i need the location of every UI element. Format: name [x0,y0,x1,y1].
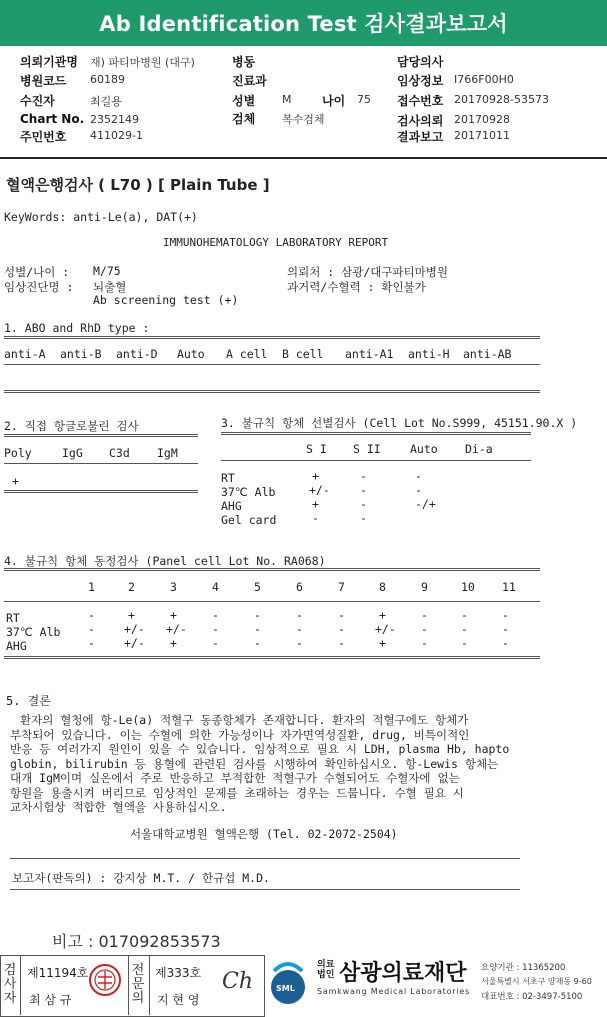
info-label: 나이 [322,94,346,108]
info-value: 60189 [90,73,125,86]
single-rule [10,858,520,859]
screen-row-label: Gel card [221,513,277,527]
double-rule [221,432,531,435]
panel-row-label: RT [6,611,20,625]
dat-header: C3d [109,446,130,460]
panel-column-header: 6 [296,580,303,594]
panel-cell: + [128,608,135,622]
conclusion-line: 항원을 용출시켜 버리므로 임상적인 문제를 초래하는 경우는 드뭅니다. 수혈 필요 시 [10,785,464,800]
abo-header: anti-B [60,347,102,361]
panel-column-header: 9 [421,580,428,594]
panel-cell: - [212,622,219,636]
keywords: KeyWords: anti-Le(a), DAT(+) [4,210,198,224]
screen-cell: +/- [309,483,330,497]
panel-cell: +/- [124,636,145,650]
sml-logo-icon [268,959,308,1007]
info-label: 성별 [232,94,256,108]
panel-cell: - [421,636,428,650]
single-rule [4,364,540,365]
conclusion-line: 반응 등 여러가지 원인이 있을 수 있습니다. 임상적으로 필요 시 LDH, plasma Hb, hapto [10,742,510,756]
conclusion-line: 환자의 혈청에 항-Le(a) 적혈구 동종항체가 존재합니다. 환자의 적혈구에도 항체가 [20,713,469,727]
info-value: 411029-1 [90,129,143,142]
panel-cell: - [88,622,95,636]
info-divider [0,157,607,159]
panel-column-header: 3 [170,580,177,594]
dat-header: Poly [4,446,32,460]
specialist-name: 지 현 영 [157,993,200,1007]
panel-cell: - [254,622,261,636]
panel-cell: +/- [375,622,396,636]
abo-header: anti-H [408,347,450,361]
panel-cell: - [212,608,219,622]
panel-cell: - [421,608,428,622]
info-label: 검사의뢰 [397,114,444,128]
org-english: Samkwang Medical Laboratories [317,987,471,996]
panel-column-header: 1 [88,580,95,594]
abo-header: Auto [177,347,205,361]
org-code: 요양기관 : 11365200 [481,963,566,973]
double-rule [4,434,198,437]
info-label: Chart No. [20,112,85,126]
conclusion-line: 부착되어 있습니다. 이는 수혈에 의한 가능성이나 자가면역성질환, drug, 비특이적인 [10,727,470,742]
diagnosis-label: 임상진단명 : [4,280,74,294]
requester: 의뢰처 : 삼광/대구파티마병원 [287,265,449,279]
patient-info-block [0,46,607,158]
report-heading: IMMUNOHEMATOLOGY LABORATORY REPORT [163,236,389,249]
screen-header: S I [306,442,327,456]
info-value: M [282,93,292,106]
panel-cell: + [170,608,177,622]
panel-cell: - [296,608,303,622]
info-value: 재) 파티마병원 (대구) [90,56,195,69]
double-rule [4,568,540,571]
panel-cell: + [379,636,386,650]
sec1-title: 1. ABO and RhD type : [4,321,150,335]
org-address: 서울특별시 서초구 양재동 9-60 [481,977,592,986]
info-label: 결과보고 [397,130,444,144]
screen-cell: - [360,511,367,525]
panel-cell: - [502,636,509,650]
single-rule [221,460,531,461]
sex-age-label: 성별/나이 : [4,265,70,279]
remark: 비고 : 017092853573 [52,932,221,951]
info-value: 20170928 [454,113,510,126]
panel-row-label: AHG [6,639,27,653]
abo-header: anti-D [116,347,158,361]
dat-value: + [12,474,19,488]
info-label: 검체 [232,112,256,126]
abo-header: B cell [282,347,324,361]
section-title: 혈액은행검사 ( L70 ) [ Plain Tube ] [6,176,270,194]
info-label: 의뢰기관명 [20,55,78,69]
panel-cell: - [461,608,468,622]
info-label: 병동 [232,55,256,69]
panel-cell: - [338,622,345,636]
abo-header: A cell [226,347,268,361]
info-label: 주민번호 [20,130,67,144]
abo-header: anti-A1 [345,347,394,361]
conclusion-line: globin, bilirubin 등 용혈에 관련된 검사를 시행하여 확인하십시오. 항-Lewis 항체는 [10,756,499,771]
signature-org: 서울대학교병원 혈액은행 (Tel. 02-2072-2504) [130,827,398,841]
screen-cell: -/+ [415,497,436,511]
history: 과거력/수혈력 : 확인불가 [287,280,426,294]
panel-cell: - [502,608,509,622]
screen-row-label: 37℃ Alb [221,485,276,499]
info-label: 임상정보 [397,74,444,88]
panel-cell: - [212,636,219,650]
panel-cell: - [254,608,261,622]
screen-cell: - [312,511,319,525]
sex-age-value: M/75 [93,264,121,278]
conclusion-line: 대개 IgM이며 실온에서 주로 반응하고 부적합한 적혈구가 수혈되어도 수혈자에 없는 [10,771,460,785]
info-value: I766F00H0 [454,73,514,86]
diagnosis-value: 뇌출혈 [93,280,127,294]
panel-cell: - [461,622,468,636]
footer [0,955,607,1017]
info-label: 담당의사 [397,55,444,69]
single-rule [4,463,198,464]
panel-cell: - [502,622,509,636]
panel-cell: - [338,608,345,622]
screen-row-label: RT [221,471,235,485]
panel-cell: - [421,622,428,636]
double-rule [4,390,540,393]
screen-cell: + [312,469,319,483]
screen-cell: - [415,483,422,497]
panel-cell: - [296,622,303,636]
abo-header: anti-AB [463,347,512,361]
info-label: 접수번호 [397,94,444,108]
examiner-name: 최 삼 규 [29,993,72,1007]
screening-result: Ab screening test (+) [93,293,239,307]
panel-cell: - [254,636,261,650]
panel-column-header: 10 [461,580,475,594]
logo-badge: SML [276,984,295,993]
panel-row-label: 37℃ Alb [6,625,61,639]
single-rule [4,601,540,602]
dat-header: IgM [157,446,178,460]
screen-cell: - [415,469,422,483]
panel-column-header: 2 [128,580,135,594]
specialist-label: 전문의 [131,963,145,1006]
panel-column-header: 4 [212,580,219,594]
sec2-title: 2. 직접 항글로불린 검사 [4,419,139,433]
info-value: 20171011 [454,129,510,142]
panel-cell: +/- [166,622,187,636]
org-phone: 대표번호 : 02-3497-5100 [481,992,583,1002]
report-title: Ab Identification Test 검사결과보고서 [0,0,607,46]
examiner-license: 제11194호 [27,966,89,980]
screen-cell: - [360,469,367,483]
org-prefix: 의료 법인 [317,960,335,980]
info-label: 병원코드 [20,74,67,88]
panel-column-header: 8 [379,580,386,594]
info-value: 2352149 [90,113,139,126]
double-rule [4,656,540,659]
screen-row-label: AHG [221,499,242,513]
abo-header: anti-A [4,347,46,361]
reporter: 보고자(판독의) : 강지상 M.T. / 한규섭 M.D. [12,871,270,885]
panel-cell: - [88,636,95,650]
single-rule [10,889,520,890]
specialist-license: 제333호 [155,966,202,980]
screen-cell: + [312,497,319,511]
panel-cell: - [88,608,95,622]
conclusion-text [10,713,509,815]
panel-column-header: 5 [254,580,261,594]
panel-cell: +/- [124,622,145,636]
signature-mark: Ch [222,969,254,994]
panel-cell: + [379,608,386,622]
info-label: 수진자 [20,94,55,108]
double-rule [4,490,198,493]
panel-cell: + [170,636,177,650]
panel-cell: - [338,636,345,650]
screen-header: Di-a [465,442,493,456]
examiner-label: 검사자 [3,963,17,1006]
info-value: 20170928-53573 [454,93,549,106]
panel-cell: - [296,636,303,650]
screen-cell: - [360,483,367,497]
panel-column-header: 7 [338,580,345,594]
screen-header: Auto [410,442,438,456]
sec5-title: 5. 결론 [6,694,51,708]
screen-cell: - [360,497,367,511]
screen-header: S II [353,442,381,456]
sec3-title: 3. 불규칙 항체 선별검사 (Cell Lot No.S999, 45151.90.X ) [221,416,578,430]
panel-column-header: 11 [502,580,516,594]
dat-header: IgG [62,446,83,460]
conclusion-line: 교차시험상 적합한 혈액을 사용하십시오. [10,800,227,814]
official-seal-icon [88,963,122,997]
info-value: 75 [357,93,371,106]
panel-cell: - [461,636,468,650]
info-value: 복수검체 [282,113,325,126]
double-rule [4,336,540,339]
info-label: 진료과 [232,74,267,88]
sec4-title: 4. 불규칙 항체 동정검사 (Panel cell Lot No. RA068) [4,554,326,568]
org-name: 삼광의료재단 [339,961,467,986]
info-value: 최길용 [90,95,122,108]
